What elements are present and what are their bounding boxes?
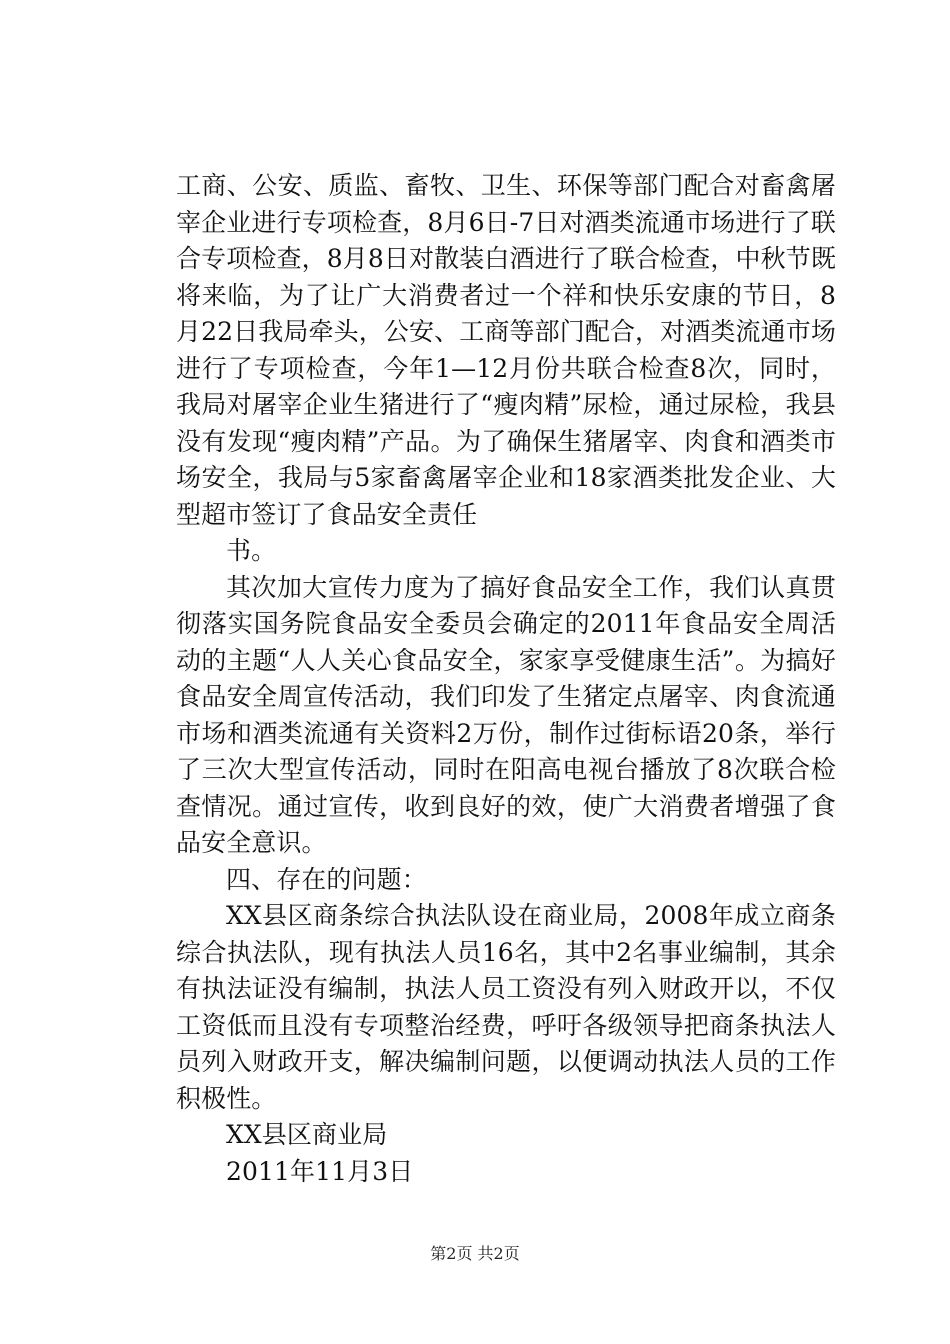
paragraph-publicity: 其次加大宣传力度为了搞好食品安全工作，我们认真贯彻落实国务院食品安全委员会确定的2011年食品安全周活动的主题“人人关心食品安全，家家享受健康生活”。为搞好食品安全周宣传活动，我们印发了生猪定点屠宰、肉食流通市场和酒类流通有关资料2万份，制作过街标语20条，举行了三次大型宣传活动，同时在阳高电视台播放了8次联合检查情况。通过宣传，收到良好的效，使广大消费者增强了食品安全意识。 <box>176 572 836 857</box>
page-number-label: 第2页 共2页 <box>430 1244 520 1263</box>
signature-organization: XX县区商业局 <box>226 1120 388 1149</box>
signature-date: 2011年11月3日 <box>226 1156 414 1186</box>
paragraph-problems: XX县区商条综合执法队设在商业局，2008年成立商条综合执法队，现有执法人员16名，其中2名事业编制，其余有执法证没有编制，执法人员工资没有列入财政开以，不仅工资低而且没有专项整治经费，呼吁各级领导把商条执法人员列入财政开支，解决编制问题，以便调动执法人员的工作积极性。 <box>176 901 836 1113</box>
section-heading-problems: 四、存在的问题： <box>226 864 427 894</box>
page-footer <box>0 1244 950 1264</box>
paragraph-continuation: 书。 <box>226 536 277 565</box>
paragraph-inspections: 工商、公安、质监、畜牧、卫生、环保等部门配合对畜禽屠宰企业进行专项检查，8月6日-7日对酒类流通市场进行了联合专项检查，8月8日对散装白酒进行了联合检查，中秋节既将来临，为了让广大消费者过一个祥和快乐安康的节日，8月22日我局牵头，公安、工商等部门配合，对酒类流通市场进行了专项检查，今年1—12月份共联合检查8次，同时，我局对屠宰企业生猪进行了“瘦肉精”尿检，通过尿检，我县没有发现“瘦肉精”产品。为了确保生猪屠宰、肉食和酒类市场安全，我局与5家畜禽屠宰企业和18家酒类批发企业、大型超市签订了食品安全责任 <box>176 171 836 529</box>
document-body <box>176 168 836 1190</box>
